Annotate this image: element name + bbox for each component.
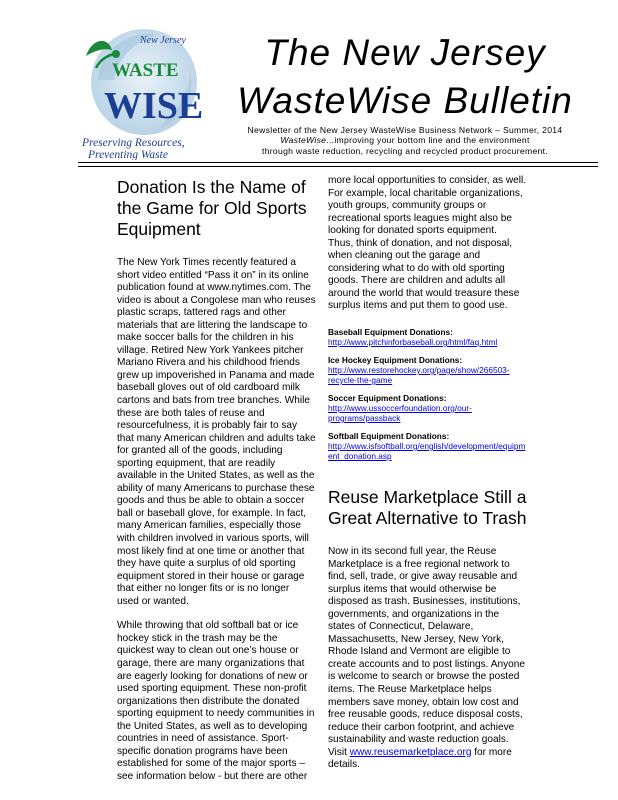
text-line: sporting equipment, that are readily	[117, 457, 276, 469]
text-line: Marketplace is a free regional network to	[328, 558, 510, 570]
article-1-continuation	[328, 175, 528, 313]
text-line: publication found at www.nytimes.com. The	[117, 282, 311, 294]
text-line: used sporting equipment. These non-profit	[117, 683, 307, 695]
text-line: many American families, especially those	[117, 520, 302, 532]
article-1-paragraph-1	[117, 257, 317, 608]
hockey-link-line-2[interactable]: recycle-the-game	[328, 375, 393, 386]
text-line: around the world that would treasure these	[328, 287, 520, 299]
left-column	[117, 177, 317, 783]
text-line: members save money, obtain low cost and	[328, 696, 519, 708]
visit-pre: Visit	[328, 746, 350, 758]
text-line: they have quite a surplus of old sporting	[117, 558, 296, 570]
text-line: with children involved in various sports, will	[117, 533, 309, 545]
text-line: ball or baseball glove, for example. In fact,	[117, 507, 307, 519]
softball-donations-label: Softball Equipment Donations:	[328, 431, 450, 442]
wastewise-logo	[78, 20, 208, 160]
text-line: for granted all of the goods, including	[117, 445, 283, 457]
right-column	[328, 175, 528, 772]
text-line: Rhode Island and Vermont are eligible to	[328, 646, 511, 658]
softball-link-line-2[interactable]: ent_donation.asp	[328, 451, 392, 462]
text-line: surplus items that would otherwise be	[328, 583, 497, 595]
logo-tagline-1: Preserving Resources,	[82, 137, 185, 149]
subtitle-line-2-rest: ...improving your bottom line and the environment	[326, 135, 530, 145]
text-line: countries in need of assistance. Sport-	[117, 733, 289, 745]
softball-donations-link[interactable]	[328, 441, 528, 461]
text-line: states of Connecticut, Delaware,	[328, 621, 474, 633]
header-divider-bottom	[78, 166, 598, 167]
text-line: available in the United States, as well as the	[117, 470, 315, 482]
text-line: quickest way to clean out one’s house or	[117, 645, 299, 657]
text-line: make soccer balls for the children in his	[117, 332, 294, 344]
hockey-link-line-1[interactable]: http://www.restorehockey.org/page/show/266503-	[328, 365, 510, 376]
text-line: established for some of the major sports –	[117, 758, 305, 770]
newsletter-subtitle-3: through waste reduction, recycling and recycled product procurement.	[262, 146, 548, 156]
article-2-visit-line	[328, 747, 528, 760]
text-line: Thus, think of donation, and not disposal,	[328, 237, 513, 249]
text-line: Now in its second full year, the Reuse	[328, 546, 497, 558]
text-line: cartons and bats from tree branches. While	[117, 395, 310, 407]
text-line: The New York Times recently featured a	[117, 257, 296, 268]
soccer-link-line-2[interactable]: programs/passback	[328, 413, 401, 424]
article-2-paragraph	[328, 546, 528, 747]
text-line: garage, there are many organizations that	[117, 657, 305, 669]
text-line: more local opportunities to consider, as well.	[328, 175, 527, 186]
text-line: recreational sports leagues might also be	[328, 212, 513, 224]
header-divider-top	[78, 162, 598, 163]
text-line: goods. There are children and adults all	[328, 275, 506, 287]
text-line: baseball gloves out of old cardboard milk	[117, 382, 300, 394]
hockey-donations-label: Ice Hockey Equipment Donations:	[328, 355, 463, 366]
text-line: sustainability and waste reduction goals.	[328, 734, 509, 746]
text-line: organizations then distribute the donated	[117, 695, 300, 707]
text-line: surplus items and put them to good use.	[328, 300, 508, 312]
article-2-heading-line-2: Great Alternative to Trash	[328, 508, 527, 529]
text-line: used or wanted.	[117, 595, 189, 607]
text-line: are eagerly looking for donations of new or	[117, 670, 308, 682]
text-line: governments, and organizations in the	[328, 608, 500, 620]
softball-link-line-1[interactable]: http://www.isfsoftball.org/english/development/equipm	[328, 441, 526, 452]
text-line: these are both tales of reuse and	[117, 407, 265, 419]
logo-top-text: New Jersey	[140, 35, 186, 46]
text-line: that many American children and adults take	[117, 432, 316, 444]
text-line: For example, local charitable organizations,	[328, 187, 523, 199]
newsletter-subtitle-2	[205, 135, 605, 146]
soccer-donations-label: Soccer Equipment Donations:	[328, 393, 447, 404]
text-line: video is about a Congolese man who reuses	[117, 294, 316, 306]
text-line: is welcome to search or browse the posted	[328, 671, 520, 683]
text-line: plastic scraps, tattered rags and other	[117, 307, 286, 319]
baseball-donations-label: Baseball Equipment Donations:	[328, 327, 453, 338]
text-line: village. Retired New York Yankees pitcher	[117, 344, 304, 356]
text-line: Massachusetts, New Jersey, New York,	[328, 633, 504, 645]
article-2-heading-line-1: Reuse Marketplace Still a	[328, 487, 527, 508]
soccer-donations-link[interactable]	[328, 403, 528, 423]
text-line: free reusable goods, reduce disposal costs,	[328, 709, 523, 721]
text-line: create accounts and to post listings. Anyone	[328, 658, 525, 670]
text-line: hockey stick in the trash may be the	[117, 632, 278, 644]
text-line: short video entitled “Pass it on” in its online	[117, 269, 309, 281]
text-line: Mariano Rivera and his childhood friends	[117, 357, 300, 369]
soccer-link-line-1[interactable]: http://www.ussoccerfoundation.org/our-	[328, 403, 472, 414]
text-line: find, sell, trade, or give away reusable and	[328, 571, 518, 583]
subtitle-wastewise-em: WasteWise	[280, 135, 327, 145]
hockey-donations-link[interactable]	[328, 365, 528, 385]
text-line: disposed as trash. Businesses, institutions,	[328, 596, 521, 608]
logo-graphic	[78, 20, 208, 160]
text-line: materials that are littering the landscape to	[117, 319, 308, 331]
text-line: equipment stored in their house or garage	[117, 570, 305, 582]
text-line: see information below - but there are other	[117, 770, 308, 782]
bulletin-title-line-2: WasteWise Bulletin	[237, 80, 573, 121]
text-line: goods and thus be able to obtain a soccer	[117, 495, 305, 507]
article-1-heading-line-2: the Game for Old Sports	[117, 198, 307, 218]
text-line: youth groups, community groups or	[328, 200, 487, 212]
text-line: items. The Reuse Marketplace helps	[328, 684, 492, 696]
article-1-paragraph-2	[117, 620, 317, 783]
visit-post: for more	[471, 746, 512, 758]
text-line: looking for donated sports equipment.	[328, 225, 497, 237]
text-line: considering what to do with old sporting	[328, 262, 505, 274]
article-1-heading-line-3: Equipment	[117, 219, 201, 239]
baseball-donations-link[interactable]: http://www.pitchinforbaseball.org/html/faq.html	[328, 337, 498, 348]
text-line: that either no longer fits or is no longer	[117, 583, 290, 595]
text-line: grew up impoverished in Panama and made	[117, 369, 315, 381]
article-2-last-line: details.	[328, 759, 360, 771]
text-line: While throwing that old softball bat or ice	[117, 620, 299, 632]
text-line: the United States, as well as to developing	[117, 720, 308, 732]
text-line: when cleaning out the garage and	[328, 250, 481, 262]
reuse-marketplace-link[interactable]: www.reusemarketplace.org	[349, 746, 472, 758]
text-line: ability of many Americans to purchase these	[117, 482, 315, 494]
logo-tagline-2: Preventing Waste	[88, 149, 168, 160]
article-1-heading-line-1: Donation Is the Name of	[117, 177, 306, 197]
bulletin-title-line-1: The New Jersey	[264, 32, 546, 73]
text-line: specific donation programs have been	[117, 745, 288, 757]
logo-wordmark-waste: WASTE	[112, 60, 179, 81]
logo-wordmark-wise: WISE	[104, 85, 204, 127]
text-line: reduce their carbon footprint, and achieve	[328, 721, 515, 733]
text-line: most likely find at one time or another that	[117, 545, 305, 557]
newsletter-subtitle-1: Newsletter of the New Jersey WasteWise Business Network – Summer, 2014	[247, 125, 563, 135]
text-line: sporting equipment to needy communities in	[117, 708, 315, 720]
text-line: resourcefulness, it is probably fair to say	[117, 420, 298, 432]
